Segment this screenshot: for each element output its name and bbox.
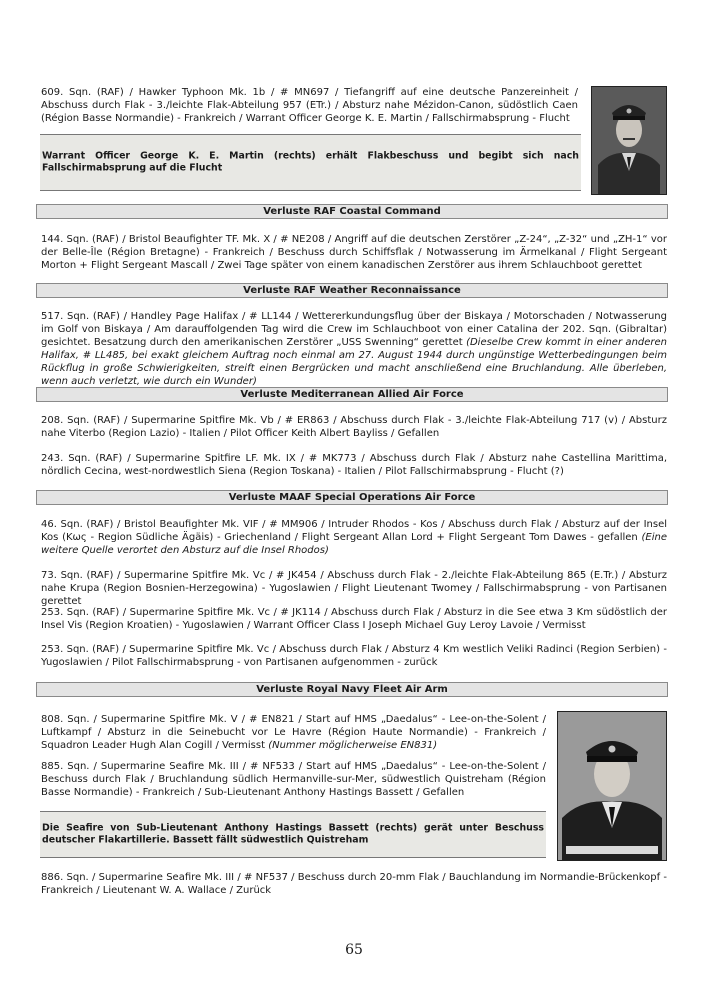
entry-517-text: 517. Sqn. (RAF) / Handley Page Halifax / # LL144 / Wettererkundungsflug über der Biskaya / Motorschaden / Notwasserung im Golf von Biskaya / Am darauffolgenden Tag wird die Crew im Schlauchboot von einer Catalina der 202. Sqn. (Gibraltar) gesichtet. Besatzung durch den amerikanischen Zerstörer „USS Swenning“ gerettet <box>41 311 667 348</box>
entry-808-note: (Nummer möglicherweise EN831) <box>268 740 438 751</box>
entry-46 <box>41 518 667 557</box>
section-header-fleet-air-arm: Verluste Royal Navy Fleet Air Arm <box>36 682 668 697</box>
entry-46-note: (Eine weitere Quelle verortet den Absturz auf die Insel Rhodos) <box>41 532 667 556</box>
entry-886: 886. Sqn. / Supermarine Seafire Mk. III / # NF537 / Beschuss durch 20-mm Flak / Bauchlandung im Normandie-Brückenkopf - Frankreich / Lieutenant W. A. Wallace / Zurück <box>41 872 667 896</box>
entry-253-b: 253. Sqn. (RAF) / Supermarine Spitfire Mk. Vc / Abschuss durch Flak / Absturz 4 Km westlich Veliki Radinci (Region Serbien) - Yugoslawien / Pilot Fallschirmabsprung - von Partisanen aufgenommen - zurück <box>41 644 667 668</box>
entry-73: 73. Sqn. (RAF) / Supermarine Spitfire Mk. Vc / # JK454 / Abschuss durch Flak - 2./leichte Flak-Abteilung 865 (E.Tr.) / Absturz nahe Krupa (Region Bosnien-Herzegowina) - Yugoslawien / Flight Lieutenant Twomey / Fallschirmabsprung - von Partisanen gerettet <box>41 570 667 607</box>
entry-253-a: 253. Sqn. (RAF) / Supermarine Spitfire Mk. Vc / # JK114 / Abschuss durch Flak / Absturz in die See etwa 3 Km südöstlich der Insel Vis (Region Kroatien) - Yugoslawien / Warrant Officer Class I Joseph Michael Guy Leroy Lavoie / Vermisst <box>41 607 667 631</box>
entry-517 <box>41 310 667 388</box>
portrait-martin-image <box>592 87 666 194</box>
section-header-weather-reconnaissance: Verluste RAF Weather Reconnaissance <box>36 283 668 298</box>
entry-517-note: (Dieselbe Crew kommt in einer anderen Halifax, # LL485, bei exakt gleichem Auftrag noch einmal am 27. August 1944 durch ungünstige Wetterbedingungen beim Rückflug in große Schwierigkeiten, streift einen Bergrücken und macht anschließend eine Bruchlandung. Alle überleben, wenn auch verletzt, wie durch ein Wunder) <box>41 337 668 387</box>
portrait-bassett-image <box>558 712 666 860</box>
portrait-photo-martin <box>591 86 667 195</box>
entry-609: 609. Sqn. (RAF) / Hawker Typhoon Mk. 1b / # MN697 / Tiefangriff auf eine deutsche Panzereinheit / Abschuss durch Flak - 3./leichte Flak-Abteilung 957 (ETr.) / Absturz nahe Mézidon-Canon, südöstlich Caen (Région Basse Normandie) - Frankreich / Warrant Officer George K. E. Martin / Fallschirmabsprung - Flucht <box>41 87 578 124</box>
entry-208: 208. Sqn. (RAF) / Supermarine Spitfire Mk. Vb / # ER863 / Abschuss durch Flak - 3./leichte Flak-Abteilung 717 (v) / Absturz nahe Viterbo (Region Lazio) - Italien / Pilot Officer Keith Albert Bayliss / Gefallen <box>41 415 667 439</box>
section-header-maaf-special-operations: Verluste MAAF Special Operations Air Force <box>36 490 668 505</box>
photo-caption-martin: Warrant Officer George K. E. Martin (rechts) erhält Flakbeschuss und begibt sich nach Fallschirmabsprung auf die Flucht <box>40 134 581 191</box>
page-number: 65 <box>345 942 363 958</box>
portrait-photo-bassett <box>557 711 667 861</box>
section-header-coastal-command: Verluste RAF Coastal Command <box>36 204 668 219</box>
entry-808 <box>41 713 546 752</box>
entry-808-text: 808. Sqn. / Supermarine Spitfire Mk. V / # EN821 / Start auf HMS „Daedalus“ - Lee-on-the-Solent / Luftkampf / Absturz in die Seinebucht vor Le Havre (Région Haute Normandie) - Frankreich / Squadron Leader Hugh Alan Cogill / Vermisst <box>41 714 546 751</box>
entry-144: 144. Sqn. (RAF) / Bristol Beaufighter TF. Mk. X / # NE208 / Angriff auf die deutschen Zerstörer „Z-24“, „Z-32“ und „ZH-1“ vor der Belle-Île (Région Bretagne) - Frankreich / Beschuss durch Schiffsflak / Notwasserung im Ärmelkanal / Flight Sergeant Morton + Flight Sergeant Mascall / Zwei Tage später von einem kanadischen Zerstörer aus ihrem Schlauchboot gerettet <box>41 234 667 271</box>
entry-243: 243. Sqn. (RAF) / Supermarine Spitfire LF. Mk. IX / # MK773 / Abschuss durch Flak / Absturz nahe Castellina Marittima, nördlich Cecina, west-nordwestlich Siena (Region Toskana) - Italien / Pilot Fallschirmabsprung - Flucht (?) <box>41 453 667 477</box>
photo-caption-bassett: Die Seafire von Sub-Lieutenant Anthony Hastings Bassett (rechts) gerät unter Beschuss deutscher Flakartillerie. Bassett fällt südwestlich Quistreham <box>40 811 546 858</box>
entry-46-text: 46. Sqn. (RAF) / Bristol Beaufighter Mk. VIF / # MM906 / Intruder Rhodos - Kos / Abschuss durch Flak / Absturz auf der Insel Kos (Κως - Region Südliche Ägäis) - Griechenland / Flight Sergeant Allan Lord + Flight Sergeant Tom Dawes - gefallen <box>41 519 667 543</box>
section-header-mediterranean: Verluste Mediterranean Allied Air Force <box>36 387 668 402</box>
entry-885: 885. Sqn. / Supermarine Seafire Mk. III / # NF533 / Start auf HMS „Daedalus“ - Lee-on-the-Solent / Beschuss durch Flak / Bruchlandung südlich Hermanville-sur-Mer, südwestlich Quistreham (Région Basse Normandie) - Frankreich / Sub-Lieutenant Anthony Hastings Bassett / Gefallen <box>41 761 546 798</box>
